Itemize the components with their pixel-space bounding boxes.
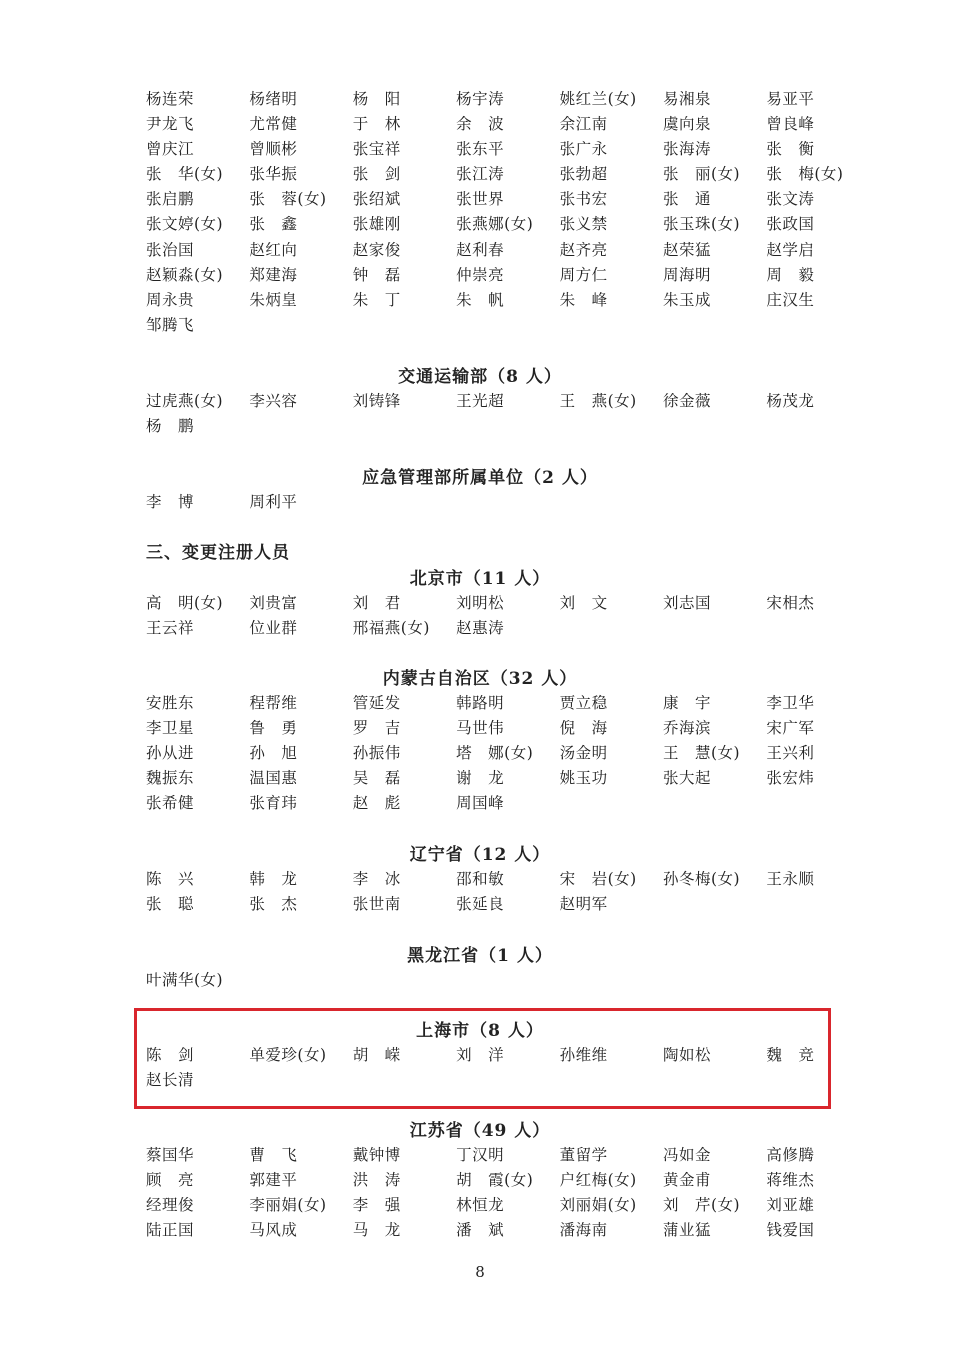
person-name: 孙冬梅(女) — [662, 870, 741, 888]
person-name: 洪 涛 — [352, 1171, 401, 1190]
person-name: 管延发 — [352, 694, 401, 712]
person-name: 温国惠 — [249, 769, 298, 788]
person-name: 经理俊 — [146, 1196, 195, 1215]
section-title-changes: 三、变更注册人员 — [146, 543, 290, 563]
person-name: 赵明军 — [559, 895, 608, 914]
person-name: 邹腾飞 — [146, 315, 195, 334]
person-name: 仲崇亮 — [456, 265, 505, 284]
person-name: 王 慧(女) — [662, 744, 741, 763]
person-name: 丁汉明 — [456, 1146, 505, 1164]
name-grid-emergency — [146, 490, 866, 515]
person-name: 张 剑 — [352, 165, 401, 184]
name-grid-neimenggu — [146, 691, 866, 816]
person-name: 刘铸锋 — [352, 392, 401, 410]
person-name: 刘志国 — [662, 594, 711, 612]
heading-neimenggu: 内蒙古自治区（32 人） — [382, 669, 578, 689]
name-grid-shanghai — [146, 1043, 866, 1093]
person-name: 张燕娜(女) — [456, 215, 534, 234]
person-name: 赵学启 — [766, 240, 815, 259]
person-name: 周方仁 — [559, 265, 608, 284]
name-grid-beijing — [146, 591, 866, 641]
person-name: 张 丽(女) — [662, 165, 741, 184]
person-name: 邢福燕(女) — [352, 619, 430, 638]
heading-heilongjiang: 黑龙江省（1 人） — [407, 946, 553, 966]
heading-liaoning: 辽宁省（12 人） — [409, 845, 551, 865]
person-name: 蔡国华 — [146, 1146, 195, 1164]
person-name: 张 华(女) — [146, 165, 224, 184]
person-name: 于 林 — [352, 115, 401, 134]
person-name: 过虎燕(女) — [146, 392, 224, 410]
person-name: 钱爱国 — [766, 1221, 815, 1240]
person-name: 刘明松 — [456, 594, 505, 612]
person-name: 张世南 — [352, 895, 401, 914]
person-name: 胡 霞(女) — [456, 1171, 534, 1190]
person-name: 杨 阳 — [352, 90, 401, 108]
person-name: 宋广军 — [766, 719, 815, 738]
person-name: 张宏炜 — [766, 769, 815, 788]
person-name: 郑建海 — [249, 265, 298, 284]
heading-shanghai: 上海市（8 人） — [416, 1021, 544, 1041]
person-name: 张 鑫 — [249, 215, 298, 234]
person-name: 钟 磊 — [352, 265, 401, 284]
person-name: 庄汉生 — [766, 290, 815, 309]
person-name: 蒲业猛 — [662, 1221, 711, 1240]
name-grid-transport — [146, 389, 866, 439]
heading-transport: 交通运输部（8 人） — [398, 367, 562, 387]
person-name: 陈 兴 — [146, 870, 195, 888]
person-name: 杨 鹏 — [146, 417, 195, 436]
person-name: 周 毅 — [766, 265, 815, 284]
person-name: 朱 峰 — [559, 290, 608, 309]
person-name: 张书宏 — [559, 190, 608, 209]
page-number: 8 — [475, 1263, 485, 1281]
person-name: 张治国 — [146, 240, 195, 259]
person-name: 赵红向 — [249, 240, 298, 259]
person-name: 尹龙飞 — [146, 115, 195, 134]
person-name: 张雄刚 — [352, 215, 401, 234]
person-name: 贾立稳 — [559, 694, 608, 712]
person-name: 张 衡 — [766, 140, 815, 159]
person-name: 赵 彪 — [352, 794, 401, 813]
person-name: 张希健 — [146, 794, 195, 813]
person-name: 李卫华 — [766, 694, 815, 712]
person-name: 孙从进 — [146, 744, 195, 763]
person-name: 杨绪明 — [249, 90, 298, 108]
person-name: 余 波 — [456, 115, 505, 134]
person-name: 张世界 — [456, 190, 505, 209]
person-name: 曾良峰 — [766, 115, 815, 134]
person-name: 潘 斌 — [456, 1221, 505, 1240]
person-name: 张政国 — [766, 215, 815, 234]
person-name: 邵和敏 — [456, 870, 505, 888]
person-name: 曾顺彬 — [249, 140, 298, 159]
person-name: 朱玉成 — [662, 290, 711, 309]
person-name: 韩路明 — [456, 694, 505, 712]
person-name: 孙振伟 — [352, 744, 401, 763]
person-name: 杨宇涛 — [456, 90, 505, 108]
person-name: 张 聪 — [146, 895, 195, 914]
person-name: 黄金甫 — [662, 1171, 711, 1190]
person-name: 潘海南 — [559, 1221, 608, 1240]
person-name: 程帮维 — [249, 694, 298, 712]
person-name: 安胜东 — [146, 694, 195, 712]
person-name: 汤金明 — [559, 744, 608, 763]
person-name: 马世伟 — [456, 719, 505, 738]
person-name: 刘贵富 — [249, 594, 298, 612]
person-name: 宋相杰 — [766, 594, 815, 612]
person-name: 李卫星 — [146, 719, 195, 738]
person-name: 康 宇 — [662, 694, 711, 712]
name-grid-heilongjiang — [146, 968, 866, 993]
person-name: 张育玮 — [249, 794, 298, 813]
person-name: 蒋维杰 — [766, 1171, 815, 1190]
person-name: 高 明(女) — [146, 594, 224, 612]
person-name: 李丽娟(女) — [249, 1196, 327, 1215]
person-name: 陶如松 — [662, 1046, 711, 1064]
person-name: 张启鹏 — [146, 190, 195, 209]
person-name: 林恒龙 — [456, 1196, 505, 1215]
person-name: 冯如金 — [662, 1146, 711, 1164]
person-name: 张宝祥 — [352, 140, 401, 159]
person-name: 张 通 — [662, 190, 711, 209]
person-name: 赵惠涛 — [456, 619, 505, 638]
heading-emergency: 应急管理部所属单位（2 人） — [362, 468, 598, 488]
person-name: 姚玉功 — [559, 769, 608, 788]
person-name: 李兴容 — [249, 392, 298, 410]
person-name: 张勃超 — [559, 165, 608, 184]
person-name: 王 燕(女) — [559, 392, 637, 410]
person-name: 马风成 — [249, 1221, 298, 1240]
person-name: 刘 洋 — [456, 1046, 505, 1064]
person-name: 杨连荣 — [146, 90, 195, 108]
person-name: 张玉珠(女) — [662, 215, 741, 234]
person-name: 朱 帆 — [456, 290, 505, 309]
person-name: 马 龙 — [352, 1221, 401, 1240]
person-name: 赵长清 — [146, 1071, 195, 1090]
person-name: 刘 君 — [352, 594, 401, 612]
person-name: 姚红兰(女) — [559, 90, 637, 108]
person-name: 易亚平 — [766, 90, 815, 108]
person-name: 尤常健 — [249, 115, 298, 134]
person-name: 张 杰 — [249, 895, 298, 914]
person-name: 张延良 — [456, 895, 505, 914]
person-name: 杨茂龙 — [766, 392, 815, 410]
person-name: 郭建平 — [249, 1171, 298, 1190]
person-name: 张 蓉(女) — [249, 190, 327, 209]
name-grid-jiangsu — [146, 1143, 866, 1243]
person-name: 胡 嵘 — [352, 1046, 401, 1064]
person-name: 倪 海 — [559, 719, 608, 738]
person-name: 朱 丁 — [352, 290, 401, 309]
person-name: 虞向泉 — [662, 115, 711, 134]
person-name: 周利平 — [249, 493, 298, 511]
person-name: 陈 剑 — [146, 1046, 195, 1064]
person-name: 吴 磊 — [352, 769, 401, 788]
person-name: 戴钟博 — [352, 1146, 401, 1164]
person-name: 曹 飞 — [249, 1146, 298, 1164]
person-name: 李 强 — [352, 1196, 401, 1215]
person-name: 张 梅(女) — [766, 165, 844, 184]
person-name: 曾庆江 — [146, 140, 195, 159]
person-name: 顾 亮 — [146, 1171, 195, 1190]
heading-beijing: 北京市（11 人） — [409, 569, 551, 589]
person-name: 陆正国 — [146, 1221, 195, 1240]
person-name: 张东平 — [456, 140, 505, 159]
person-name: 周永贵 — [146, 290, 195, 309]
person-name: 塔 娜(女) — [456, 744, 534, 763]
person-name: 朱炳皇 — [249, 290, 298, 309]
person-name: 宋 岩(女) — [559, 870, 637, 888]
person-name: 鲁 勇 — [249, 719, 298, 738]
person-name: 张绍斌 — [352, 190, 401, 209]
person-name: 位业群 — [249, 619, 298, 638]
person-name: 孙维维 — [559, 1046, 608, 1064]
person-name: 谢 龙 — [456, 769, 505, 788]
person-name: 张文涛 — [766, 190, 815, 209]
person-name: 张大起 — [662, 769, 711, 788]
person-name: 赵齐亮 — [559, 240, 608, 259]
person-name: 刘丽娟(女) — [559, 1196, 637, 1215]
person-name: 刘 芹(女) — [662, 1196, 741, 1215]
person-name: 李 冰 — [352, 870, 401, 888]
person-name: 余江南 — [559, 115, 608, 134]
person-name: 张广永 — [559, 140, 608, 159]
person-name: 单爱珍(女) — [249, 1046, 327, 1064]
person-name: 王云祥 — [146, 619, 195, 638]
person-name: 赵利春 — [456, 240, 505, 259]
person-name: 王兴利 — [766, 744, 815, 763]
person-name: 户红梅(女) — [559, 1171, 637, 1190]
person-name: 赵荣猛 — [662, 240, 711, 259]
person-name: 魏 竞 — [766, 1046, 815, 1064]
person-name: 王光超 — [456, 392, 505, 410]
name-grid-liaoning — [146, 867, 866, 917]
person-name: 张义禁 — [559, 215, 608, 234]
person-name: 刘亚雄 — [766, 1196, 815, 1215]
person-name: 周国峰 — [456, 794, 505, 813]
person-name: 王永顺 — [766, 870, 815, 888]
person-name: 高修腾 — [766, 1146, 815, 1164]
person-name: 赵家俊 — [352, 240, 401, 259]
person-name: 魏振东 — [146, 769, 195, 788]
person-name: 易湘泉 — [662, 90, 711, 108]
person-name: 董留学 — [559, 1146, 608, 1164]
person-name: 孙 旭 — [249, 744, 298, 763]
person-name: 张文婷(女) — [146, 215, 224, 234]
person-name: 刘 文 — [559, 594, 608, 612]
heading-jiangsu: 江苏省（49 人） — [409, 1121, 551, 1141]
person-name: 乔海滨 — [662, 719, 711, 738]
person-name: 韩 龙 — [249, 870, 298, 888]
person-name: 赵颖淼(女) — [146, 265, 224, 284]
person-name: 张江涛 — [456, 165, 505, 184]
person-name: 李 博 — [146, 493, 195, 511]
person-name: 徐金薇 — [662, 392, 711, 410]
person-name: 罗 吉 — [352, 719, 401, 738]
person-name: 张华振 — [249, 165, 298, 184]
person-name: 张海涛 — [662, 140, 711, 159]
person-name: 叶满华(女) — [146, 971, 224, 989]
name-grid-top — [146, 87, 866, 338]
person-name: 周海明 — [662, 265, 711, 284]
